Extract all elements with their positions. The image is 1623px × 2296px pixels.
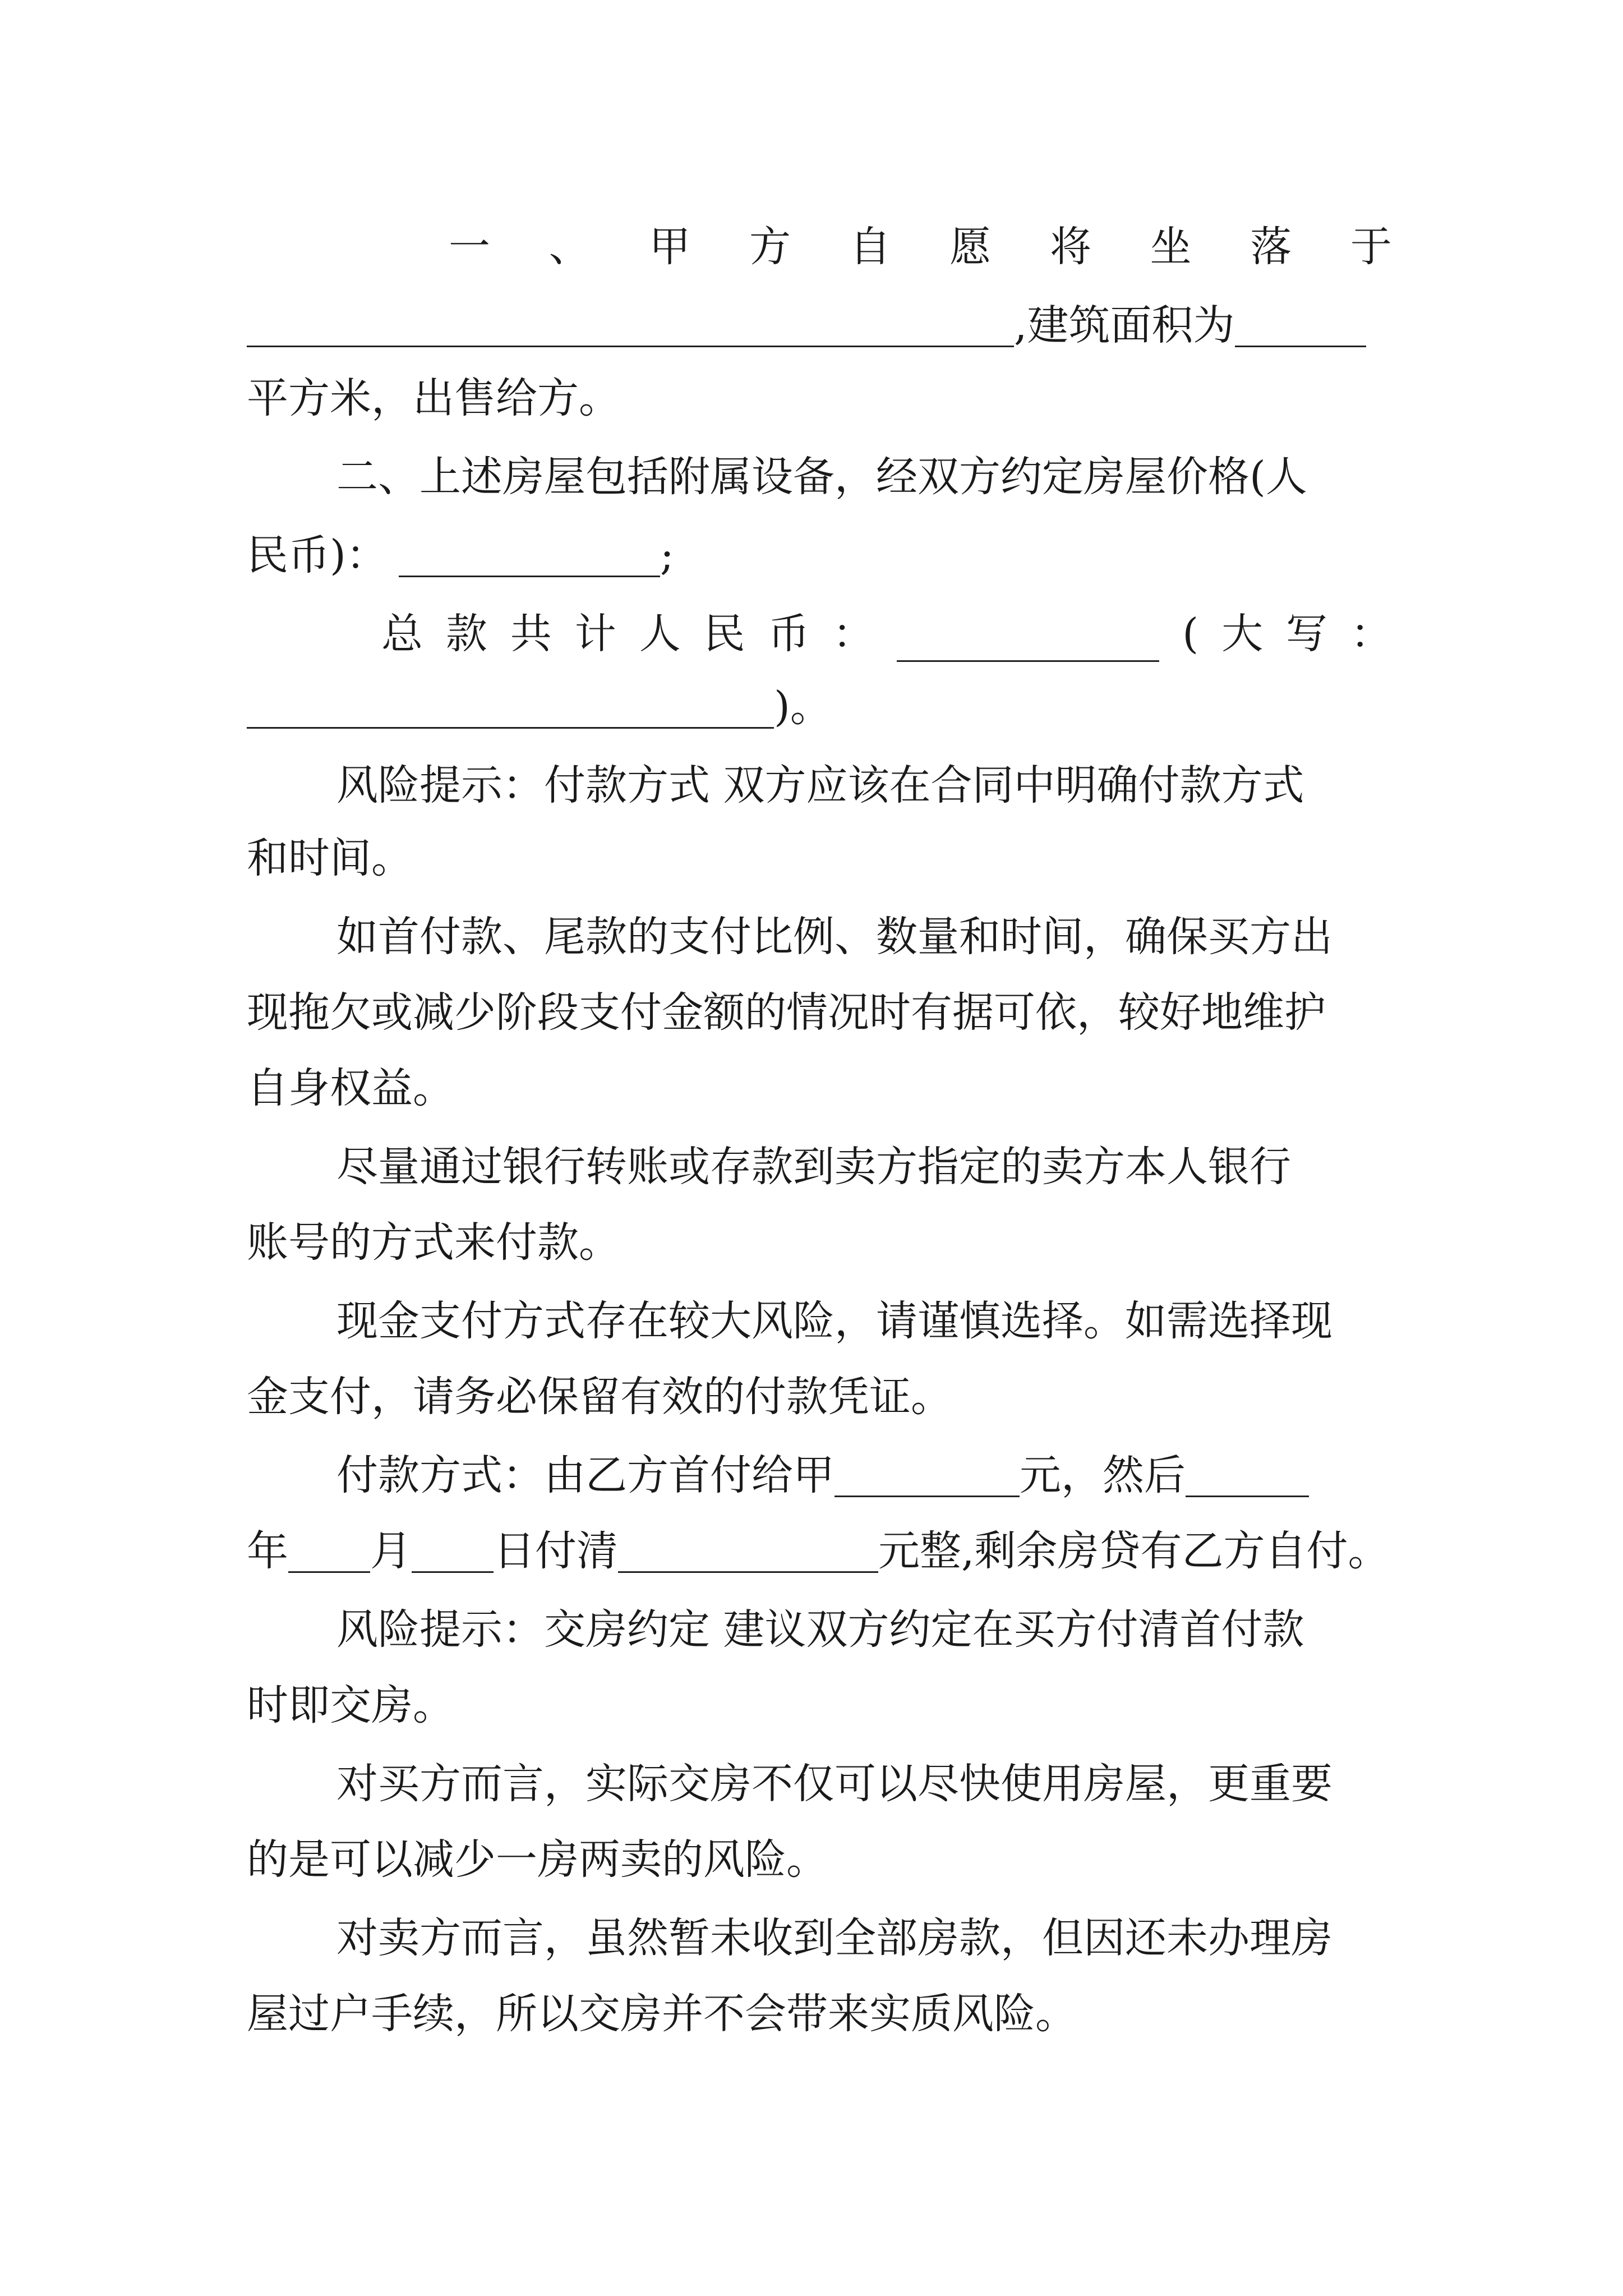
down-payment-blank [834, 1442, 1020, 1497]
payment-end: 元整,剩余房贷有乙方自付。 [878, 1527, 1390, 1575]
total-char: 款 [445, 610, 487, 658]
total-char: 人 [639, 610, 681, 658]
total-char: 币 [768, 610, 810, 658]
buyer-line1: 对买方而言，实际交房不仅可以尽快使用房屋，更重要 [336, 1760, 1332, 1808]
daxie-blank [247, 673, 774, 729]
clause1-char: 甲 [649, 223, 691, 271]
daxie-char: ： [1350, 610, 1392, 658]
seller-line1: 对卖方而言，虽然暂未收到全部房款，但因还未办理房 [336, 1914, 1332, 1962]
seller-line2: 屋过户手续，所以交房并不会带来实质风险。 [247, 1990, 1077, 2038]
clause2-price-line [247, 522, 1392, 589]
payment-day: 日付清 [494, 1527, 618, 1575]
clause1-char: 愿 [949, 223, 992, 271]
clause1-char: 于 [1350, 223, 1392, 271]
risk1-line2: 和时间。 [247, 834, 413, 882]
clause1-char: 自 [849, 223, 891, 271]
clause1-char: 落 [1250, 223, 1292, 271]
daxie-char: 大 [1221, 610, 1264, 658]
total-char: 计 [574, 610, 616, 658]
balance-blank [618, 1517, 878, 1573]
clause1-char: 方 [749, 223, 791, 271]
risk2-line2: 时即交房。 [247, 1681, 454, 1729]
p3-line1: 现金支付方式存在较大风险，请谨慎选择。如需选择现 [336, 1297, 1332, 1345]
total-char: 总 [381, 610, 423, 658]
price-label: 民币)： [247, 531, 388, 579]
p2-line1: 尽量通过银行转账或存款到卖方指定的卖方本人银行 [336, 1143, 1291, 1191]
clause1-heading-line [449, 213, 1392, 280]
month-blank [412, 1517, 494, 1573]
risk2-line1: 风险提示：交房约定 建议双方约定在买方付清首付款 [336, 1605, 1304, 1654]
total-amount-line [381, 600, 1392, 668]
payment-line1 [336, 1442, 1392, 1509]
then-blank [1186, 1442, 1309, 1497]
daxie-line [247, 673, 1392, 740]
total-char: 民 [703, 610, 745, 658]
clause1-unit-line: 平方米，出售给方。 [247, 374, 620, 422]
p1-line2: 现拖欠或减少阶段支付金额的情况时有据可依，较好地维护 [247, 988, 1326, 1037]
buyer-line2: 的是可以减少一房两卖的风险。 [247, 1835, 828, 1884]
address-blank [247, 292, 1014, 347]
clause1-char: 将 [1049, 223, 1091, 271]
price-blank [399, 522, 660, 577]
daxie-close: )。 [774, 683, 832, 731]
risk1-line1: 风险提示：付款方式 双方应该在合同中明确付款方式 [336, 761, 1304, 809]
total-char: ： [832, 610, 874, 658]
payment-year: 年 [247, 1527, 288, 1575]
daxie-char: 写 [1286, 610, 1328, 658]
p1-line3: 自身权益。 [247, 1064, 454, 1112]
clause2-line1: 二、上述房屋包括附属设备，经双方约定房屋价格(人 [336, 453, 1307, 501]
p1-line1: 如首付款、尾款的支付比例、数量和时间，确保买方出 [336, 913, 1332, 961]
payment-mid: 元，然后 [1020, 1451, 1186, 1499]
area-blank [1235, 292, 1366, 347]
year-blank [288, 1517, 370, 1573]
clause1-char: 一 [449, 223, 490, 271]
payment-month: 月 [370, 1527, 412, 1575]
clause1-address-line [247, 292, 1392, 359]
clause1-char: 坐 [1150, 223, 1192, 271]
area-label: ,建筑面积为 [1014, 301, 1235, 349]
total-char: 共 [510, 610, 552, 658]
payment-line2 [247, 1517, 1392, 1585]
daxie-char: ( [1182, 610, 1199, 658]
clause1-char: 、 [548, 223, 591, 271]
price-semicolon: ; [660, 531, 674, 579]
p3-line2: 金支付，请务必保留有效的付款凭证。 [247, 1373, 952, 1421]
payment-prefix: 付款方式：由乙方首付给甲 [336, 1451, 834, 1499]
p2-line2: 账号的方式来付款。 [247, 1218, 620, 1267]
total-amount-blank [897, 606, 1159, 662]
